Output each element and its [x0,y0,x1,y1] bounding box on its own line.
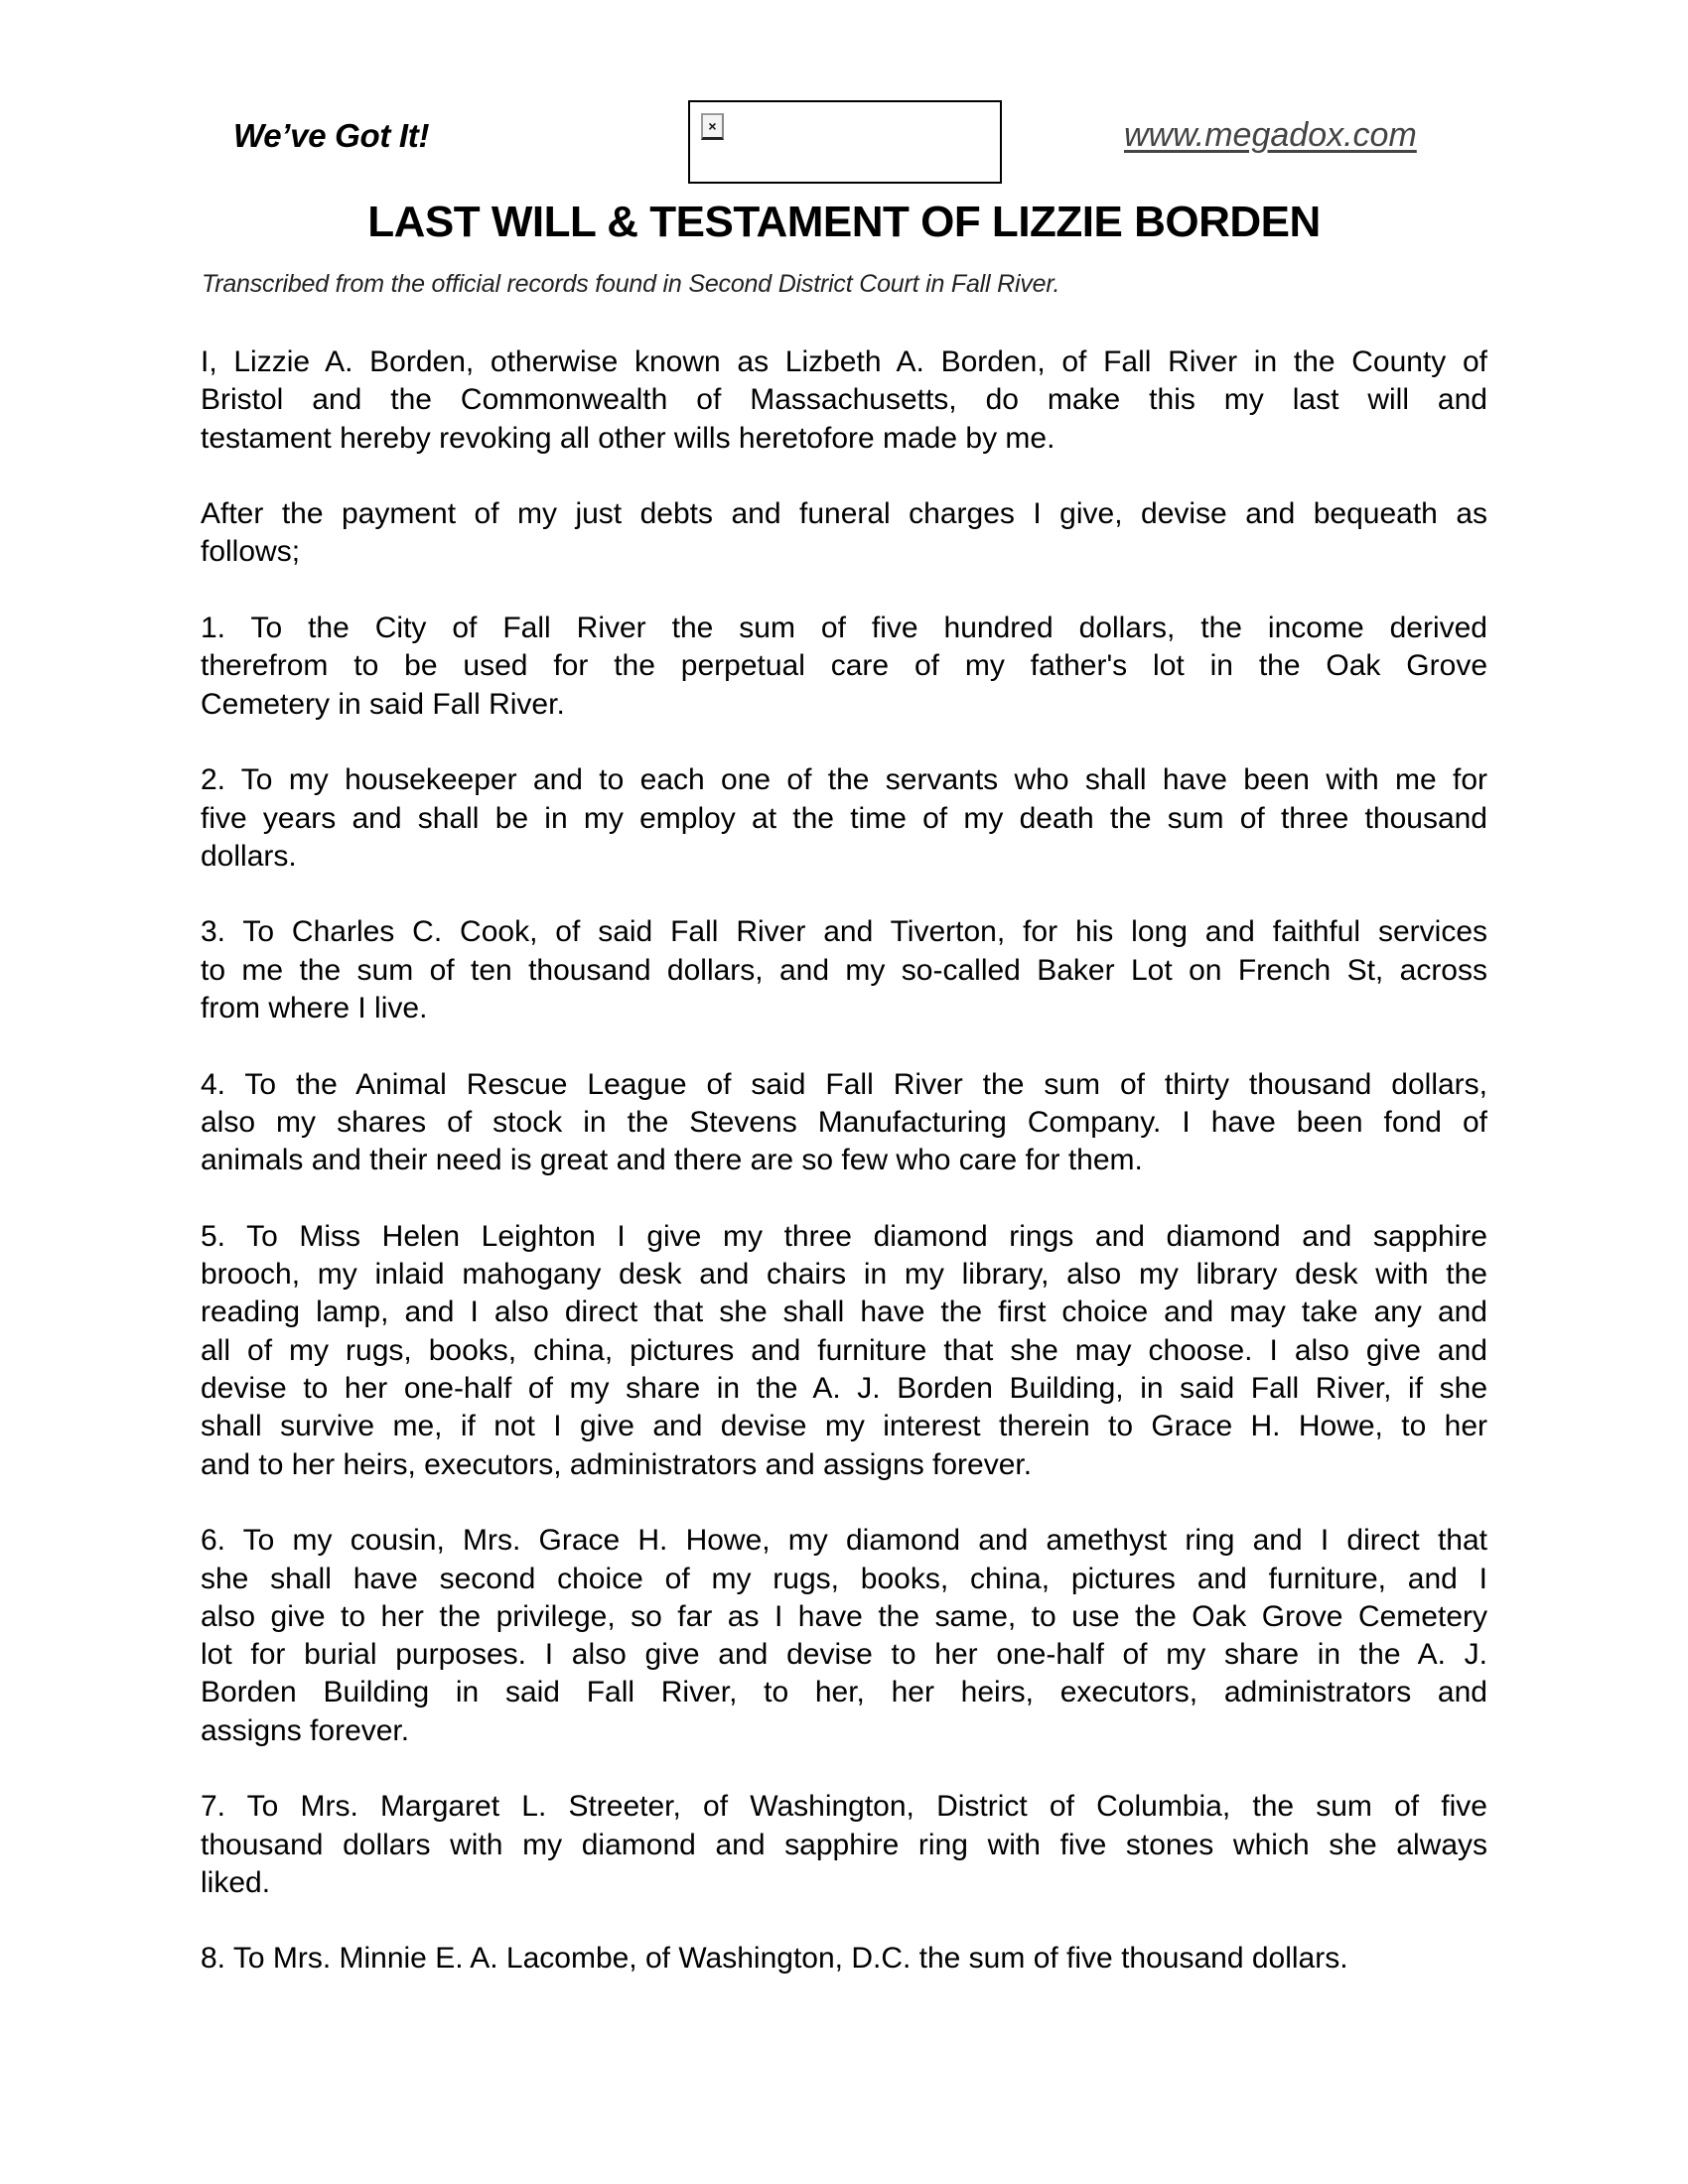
paragraph-line: 6. To my cousin, Mrs. Grace H. Howe, my diamond and amethyst ring and I direct that [201,1524,1487,1558]
document-subtitle: Transcribed from the official records found in Second District Court in Fall River. [202,270,1060,298]
paragraph-item-1 [201,610,1487,724]
paragraph-line: Bristol and the Commonwealth of Massachusetts, do make this my last will and [201,383,1487,417]
paragraph-line: 5. To Miss Helen Leighton I give my three diamond rings and diamond and sapphire [201,1219,1487,1253]
paragraph-preamble [201,343,1487,458]
paragraph-item-7 [201,1788,1487,1902]
paragraph-line: to me the sum of ten thousand dollars, and my so-called Baker Lot on French St, across [201,953,1487,987]
tagline: We’ve Got It! [233,117,430,154]
paragraph-line: 7. To Mrs. Margaret L. Streeter, of Washington, District of Columbia, the sum of five [201,1790,1487,1824]
paragraph-item-8 [201,1940,1487,1978]
paragraph-line: Borden Building in said Fall River, to her, her heirs, executors, administrators and [201,1676,1487,1709]
paragraph-line: she shall have second choice of my rugs, books, china, pictures and furniture, and I [201,1562,1487,1595]
paragraph-line: animals and their need is great and there are so few who care for them. [201,1144,1143,1177]
paragraph-line: 4. To the Animal Rescue League of said Fall River the sum of thirty thousand dollars, [201,1067,1487,1101]
site-link[interactable]: www.megadox.com [1124,116,1417,154]
paragraph-line: therefrom to be used for the perpetual care of my father's lot in the Oak Grove [201,649,1487,683]
paragraph-line: lot for burial purposes. I also give and devise to her one-half of my share in the A. J. [201,1638,1487,1672]
paragraph-line: Cemetery in said Fall River. [201,687,565,721]
image-placeholder-frame [688,100,1002,184]
paragraph-line: testament hereby revoking all other wills heretofore made by me. [201,421,1055,455]
paragraph-item-3 [201,913,1487,1027]
paragraph-line: also my shares of stock in the Stevens Manufacturing Company. I have been fond of [201,1105,1487,1139]
paragraph-line: devise to her one-half of my share in the A. J. Borden Building, in said Fall River, if she [201,1372,1487,1406]
paragraph-line: shall survive me, if not I give and devise my interest therein to Grace H. Howe, to her [201,1410,1487,1443]
paragraph-line: 2. To my housekeeper and to each one of the servants who shall have been with me for [201,763,1487,797]
paragraph-line: also give to her the privilege, so far as I have the same, to use the Oak Grove Cemetery [201,1599,1487,1633]
paragraph-item-5 [201,1218,1487,1484]
paragraph-line: 3. To Charles C. Cook, of said Fall River and Tiverton, for his long and faithful services [201,915,1487,949]
paragraph-intro [201,495,1487,572]
paragraph-line: reading lamp, and I also direct that she shall have the first choice and may take any and [201,1296,1487,1329]
paragraph-line: all of my rugs, books, china, pictures and furniture that she may choose. I also give and [201,1333,1487,1367]
paragraph-item-6 [201,1522,1487,1750]
paragraph-line: liked. [201,1865,271,1899]
paragraph-line: assigns forever. [201,1713,410,1747]
broken-image-icon: × [701,113,724,140]
paragraph-line: dollars. [201,839,297,873]
paragraph-line: brooch, my inlaid mahogany desk and chairs in my library, also my library desk with the [201,1258,1487,1292]
paragraph-line: follows; [201,535,301,569]
paragraph-line: I, Lizzie A. Borden, otherwise known as Lizbeth A. Borden, of Fall River in the County of [201,345,1487,378]
paragraph-line: thousand dollars with my diamond and sapphire ring with five stones which she always [201,1828,1487,1861]
paragraph-line: 8. To Mrs. Minnie E. A. Lacombe, of Washington, D.C. the sum of five thousand dollars. [201,1942,1348,1976]
paragraph-item-2 [201,761,1487,876]
paragraph-line: from where I live. [201,992,428,1025]
paragraph-line: and to her heirs, executors, administrators and assigns forever. [201,1447,1033,1481]
paragraph-line: 1. To the City of Fall River the sum of five hundred dollars, the income derived [201,612,1487,645]
paragraph-item-4 [201,1066,1487,1180]
document-title: LAST WILL & TESTAMENT OF LIZZIE BORDEN [367,198,1321,246]
paragraph-line: five years and shall be in my employ at the time of my death the sum of three thousand [201,801,1487,835]
paragraph-line: After the payment of my just debts and funeral charges I give, devise and bequeath as [201,497,1487,531]
document-body [201,343,1487,2016]
